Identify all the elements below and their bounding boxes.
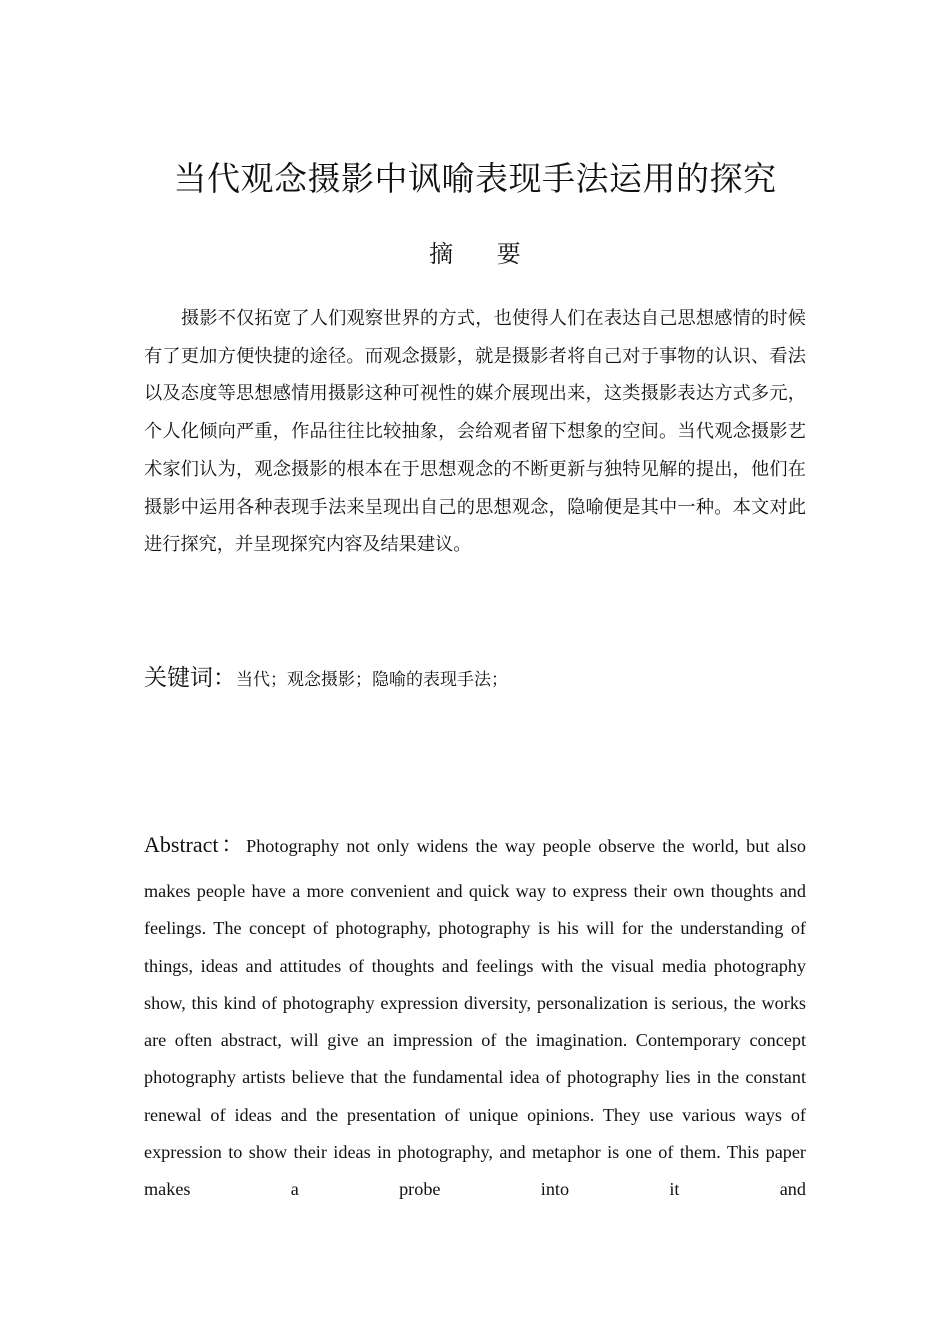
abstract-english-first-line bbox=[144, 828, 806, 862]
abstract-english-paragraph bbox=[144, 828, 806, 1209]
keywords-line bbox=[144, 660, 806, 698]
abstract-english-label: Abstract： bbox=[144, 832, 247, 857]
keywords-text: 当代；观念摄影；隐喻的表现手法； bbox=[236, 670, 508, 690]
abstract-heading: 摘 要 bbox=[429, 240, 539, 268]
abstract-english-first-line-text: Photography not only widens the way people observe the world, but also bbox=[246, 836, 806, 856]
paper-title: 当代观念摄影中讽喻表现手法运用的探究 bbox=[173, 159, 777, 198]
abstract-english-body: makes people have a more convenient and quick way to express their own thoughts and feelings. The concept of photography, photography is his will for the understanding of things, ideas and attitudes of thoughts and feelings with the visual media photography show, this kind of photography expression diversity, personalization is serious, the works are often abstract, will give an impression of the imagination. Contemporary concept photography artists believe that the fundamental idea of photography lies in the constant renewal of ideas and the presentation of unique opinions. They use various ways of expression to show their ideas in photography, and metaphor is one of them. This paper makes a probe into it and bbox=[144, 881, 806, 1200]
abstract-chinese-paragraph: 摄影不仅拓宽了人们观察世界的方式，也使得人们在表达自己思想感情的时候有了更加方便快捷的途径。而观念摄影，就是摄影者将自己对于事物的认识、看法以及态度等思想感情用摄影这种可视性的媒介展现出来，这类摄影表达方式多元，个人化倾向严重，作品往往比较抽象，会给观者留下想象的空间。当代观念摄影艺术家们认为，观念摄影的根本在于思想观念的不断更新与独特见解的提出，他们在摄影中运用各种表现手法来呈现出自己的思想观念，隐喻便是其中一种。本文对此进行探究，并呈现探究内容及结果建议。 bbox=[144, 308, 806, 556]
keywords-label: 关键词： bbox=[144, 665, 236, 691]
